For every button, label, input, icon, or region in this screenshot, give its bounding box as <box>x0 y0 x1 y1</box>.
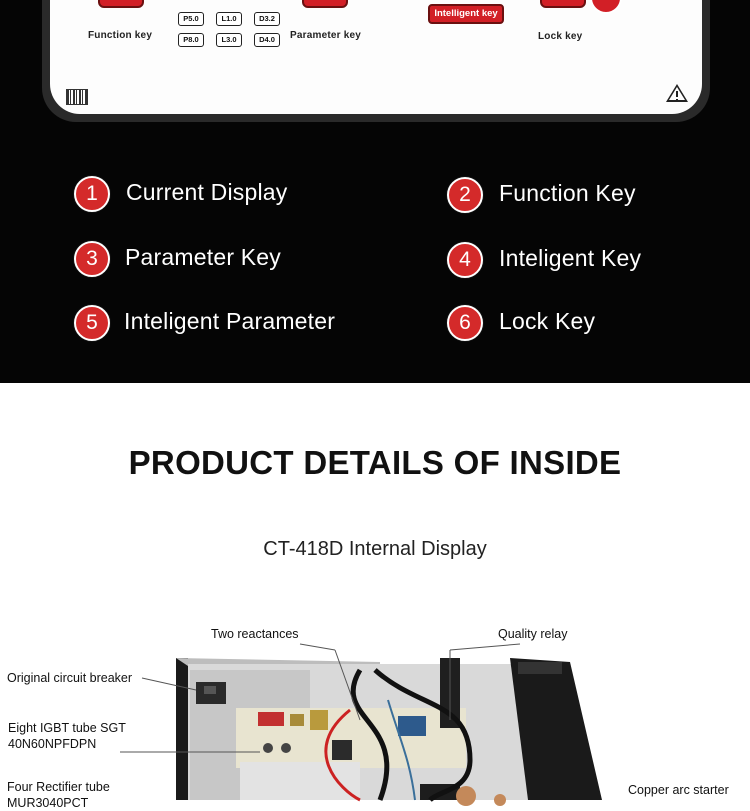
control-panel <box>42 0 710 122</box>
legend-label: Inteligent Key <box>499 245 642 271</box>
function-key-button <box>98 0 144 8</box>
intelligent-key-button: Intelligent key <box>428 4 504 24</box>
callout-rectifier-line-1: Four Rectifier tube <box>7 780 110 794</box>
control-panel-face <box>50 0 702 114</box>
callout-quality-relay: Quality relay <box>498 627 568 641</box>
number-badge: 3 <box>74 241 110 277</box>
callout-arc-starter: Copper arc starter <box>628 783 729 797</box>
parameter-key-label: Parameter key <box>290 30 361 41</box>
mini-key: P5.0 <box>178 12 204 26</box>
function-key-label: Function key <box>88 30 153 41</box>
mini-key: L3.0 <box>216 33 242 47</box>
legend-label: Function Key <box>499 180 636 206</box>
mini-key: P8.0 <box>178 33 204 47</box>
section-subtitle: CT-418D Internal Display <box>263 538 487 560</box>
callout-circuit-breaker: Original circuit breaker <box>7 671 133 685</box>
lock-key-button <box>540 0 586 8</box>
legend-label: Lock Key <box>499 308 596 334</box>
number-badge: 1 <box>74 176 110 212</box>
mini-key: L1.0 <box>216 12 242 26</box>
legend-label: Inteligent Parameter <box>124 308 336 334</box>
top-band <box>0 0 750 383</box>
section-title: PRODUCT DETAILS OF INSIDE <box>128 444 622 481</box>
parameter-key-button <box>302 0 348 8</box>
barcode-icon <box>66 89 88 105</box>
warning-mark <box>676 91 678 97</box>
mini-key: D3.2 <box>254 12 280 26</box>
legend-label: Parameter Key <box>125 244 281 270</box>
number-badge: 4 <box>447 242 483 278</box>
number-badge: 2 <box>447 177 483 213</box>
number-badge: 5 <box>74 305 110 341</box>
callout-rectifier-line-2: MUR3040PCT <box>7 796 89 810</box>
mini-key: D4.0 <box>254 33 280 47</box>
callout-two-reactances: Two reactances <box>211 627 299 641</box>
lock-key-label: Lock key <box>538 31 583 42</box>
callout-igbt-line-2: 40N60NPFDPN <box>8 737 97 751</box>
callout-igbt-line-1: Eight IGBT tube SGT <box>8 721 126 735</box>
legend-label: Current Display <box>126 179 288 205</box>
number-badge: 6 <box>447 305 483 341</box>
warning-dot <box>676 99 678 101</box>
